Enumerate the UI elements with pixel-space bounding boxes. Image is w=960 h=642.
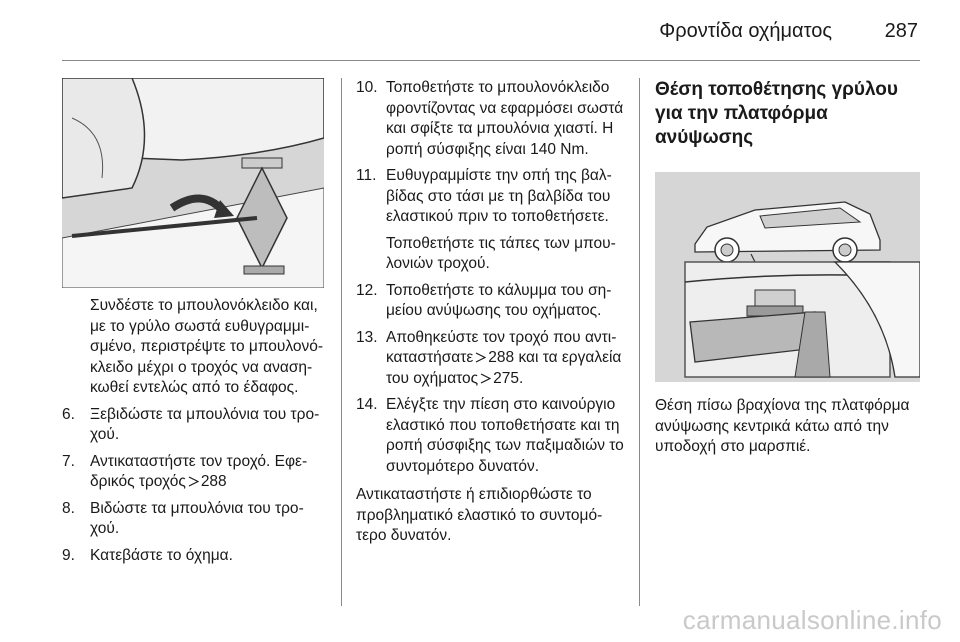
step-14: 14. Ελέγξτε την πίεση στο καινούργιο ελαστικό που τοποθετήσατε και τη ροπή σύσφιξης των παξιμαδιών το συντομότερο δυνατόν. [356,396,624,475]
page-ref-arrow-icon [188,476,199,487]
step-8: 8. Βιδώστε τα μπουλόνια του τροχού. [62,499,304,537]
page-header [0,0,960,60]
lift-platform-illustration [655,172,920,382]
header-divider [62,60,920,61]
step-6: 6. Ξεβιδώστε τα μπουλόνια του τροχού. [62,405,320,443]
page-number: 287 [884,20,918,42]
step-11: 11. Ευθυγραμμίστε την οπή της βαλβίδας στο τάσι με τη βαλβίδα του ελαστικού πριν το τοποθετήσετε. Τοποθετήστε τις τάπες των μπουλονιών τροχού. [356,167,616,272]
step-7: 7. Αντικαταστήστε τον τροχό. Εφεδρικός τροχός 288 [62,452,308,490]
section-heading: Θέση τοποθέτησης γρύλου για την πλατφόρμα ανύψωσης [655,79,898,148]
page-ref-arrow-icon [480,373,491,384]
step-12: 12. Τοποθετήστε το κάλυμμα του σημείου ανύψωσης του οχήματος. [356,281,612,319]
column-2 [356,78,626,547]
figure-caption: Θέση πίσω βραχίονα της πλατφόρμα ανύψωσης κεντρικά κάτω από την υποδοχή στο μαρσπιέ. [655,397,910,455]
page-ref-arrow-icon [475,352,486,363]
ref-link-288[interactable]: 288 [200,473,227,490]
column-divider-2 [639,78,640,606]
intro-paragraph: Συνδέστε το μπουλονόκλειδο και, με το γρύλο σωστά ευθυγραμμισμένο, περιστρέψτε το μπουλονόκλειδο μέχρι ο τροχός να ανασηκωθεί εντελώς από το έδαφος. [90,297,324,396]
step-9: 9. Κατεβάστε το όχημα. [62,546,233,564]
watermark: carmanualsonline.info [682,605,942,635]
column-3 [655,78,925,458]
step-13: 13. Αποθηκεύστε τον τροχό που αντικαταστήσατε 288 και τα εργαλεία του οχήματος 275. [356,328,622,387]
column-1 [62,78,324,566]
jack-wheel-drawing [62,78,324,288]
lift-platform-drawing [655,172,920,382]
section-title: Φροντίδα οχήματος [659,20,832,42]
ref-link-288[interactable]: 288 [488,349,515,366]
column-divider-1 [341,78,342,606]
ref-link-275[interactable]: 275. [493,369,524,387]
step-10: 10. Τοποθετήστε το μπουλονόκλειδο φροντίζοντας να εφαρμόσει σωστά και σφίξτε τα μπουλόνια χιαστί. Η ροπή σύσφιξης είναι 140 Nm. [356,79,624,158]
closing-paragraph: Αντικαταστήστε ή επιδιορθώστε το προβληματικό ελαστικό το συντομότερο δυνατόν. [356,486,603,544]
jack-illustration [62,78,324,288]
